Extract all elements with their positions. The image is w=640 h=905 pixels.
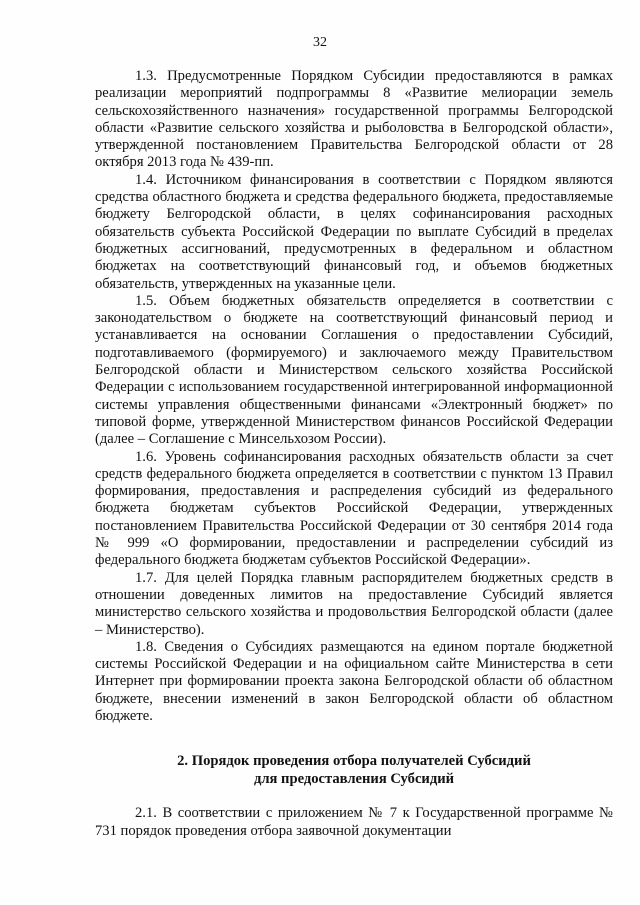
page-number: 32 [313,35,327,50]
paragraph-1-6: 1.6. Уровень софинансирования расходных обязательств области за счет средств федерального бюджета определяется в соответствии с пунктом 13 Правил формирования, предоставления и распределения субсидий из федерального бюджета бюджетам субъектов Российской Федерации, утвержденных постановлением Правительства Российской Федерации от 30 сентября 2014 года № 999 «О формировании, предоставлении и распределении субсидий из федерального бюджета бюджетам субъектов Российской Федерации». [95,448,613,569]
section-heading [95,753,613,788]
paragraph-1-4: 1.4. Источником финансирования в соответствии с Порядком являются средства областного бюджета и средства федерального бюджета, предоставляемые бюджету Белгородской области, в целях софинансирования расходных обязательств субъекта Российской Федерации по выплате Субсидий в пределах бюджетных ассигнований, предусмотренных в федеральном и областном бюджетах на соответствующий финансовый год, и объемов бюджетных обязательств, утвержденных на указанные цели. [95,171,613,292]
paragraph-1-5: 1.5. Объем бюджетных обязательств определяется в соответствии с законодательством о бюджете на соответствующий финансовый период и устанавливается на основании Соглашения о предоставлении Субсидий, подготавливаемого (формируемого) и заключаемого между Правительством Белгородской области и Министерством сельского хозяйства Российской Федерации с использованием государственной интегрированной информационной системы управления общественными финансами «Электронный бюджет» по типовой форме, утвержденной Министерством финансов Российской Федерации (далее – Соглашение с Минсельхозом России). [95,292,613,448]
paragraph-2-1: 2.1. В соответствии с приложением № 7 к Государственной программе № 731 порядок проведения отбора заявочной документации [95,805,613,839]
document-body [95,68,613,840]
section-heading-line-2: для предоставления Субсидий [253,770,455,787]
paragraph-1-7: 1.7. Для целей Порядка главным распорядителем бюджетных средств в отношении доведенных лимитов на предоставление Субсидий является министерство сельского хозяйства и продовольствия Белгородской области (далее – Министерство). [95,569,613,638]
paragraph-1-8: 1.8. Сведения о Субсидиях размещаются на едином портале бюджетной системы Российской Федерации и на официальном сайте Министерства в сети Интернет при формировании проекта закона Белгородской области об областном бюджете, внесении изменений в закон Белгородской области об областном бюджете. [95,638,613,724]
paragraph-1-3: 1.3. Предусмотренные Порядком Субсидии предоставляются в рамках реализации мероприятий подпрограммы 8 «Развитие мелиорации земель сельскохозяйственного назначения» государственной программы Белгородской области «Развитие сельского хозяйства и рыболовства в Белгородской области», утвержденной постановлением Правительства Белгородской области от 28 октября 2013 года № 439-пп. [95,68,613,171]
section-heading-line-1: 2. Порядок проведения отбора получателей Субсидий [177,753,531,770]
